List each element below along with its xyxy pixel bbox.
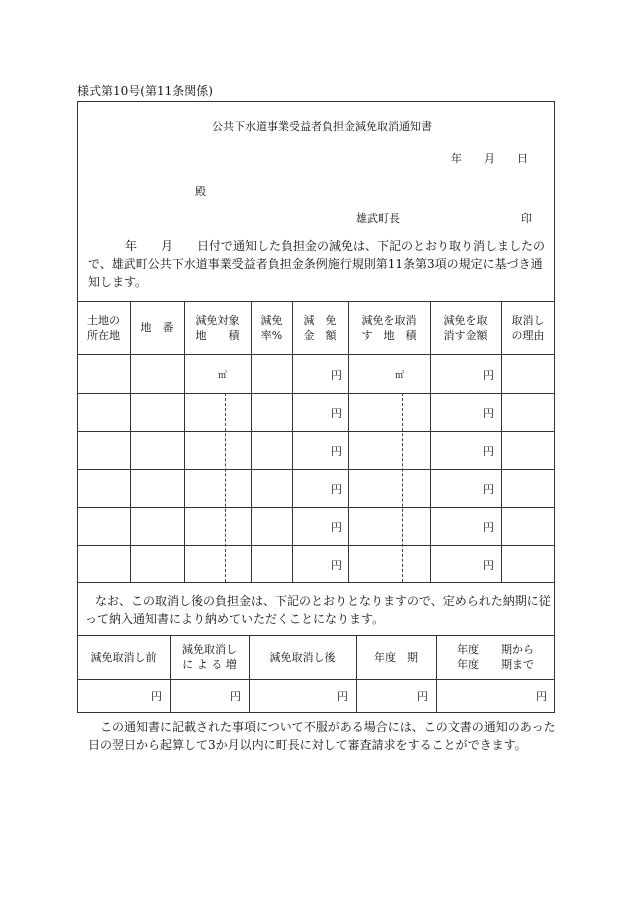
unit-yen-increase: 円 <box>230 689 241 703</box>
issuer-name: 雄武町長 <box>356 212 400 225</box>
body-line-2: で、雄武町公共下水道事業受益者負担金条例施行規則第11条第3項の規定に基づき通 <box>88 257 543 271</box>
unit-yen-amount: 円 <box>331 407 342 420</box>
body-line-3: 知します。 <box>88 275 148 289</box>
header-reduction-amount: 減 免 金 額 <box>303 313 337 342</box>
seal-mark: 印 <box>521 212 532 225</box>
footer-line-2: 日の翌日から起算して3か月以内に町長に対して審査請求をすることができます。 <box>88 738 527 752</box>
note-line-1: なお、この取消し後の負担金は、下記のとおりとなりますので、定められた納期に従 <box>95 594 551 608</box>
unit-area-target: ㎡ <box>218 371 228 381</box>
unit-yen-before: 円 <box>151 689 162 703</box>
unit-yen-amount: 円 <box>331 521 342 534</box>
footer-line-1: この通知書に記載された事項について不服がある場合には、この文書の通知のあった <box>100 720 556 734</box>
unit-yen-cancel: 円 <box>483 483 494 496</box>
header-lot-number: 地 番 <box>140 321 174 334</box>
form-label: 様式第10号(第11条関係) <box>77 84 213 98</box>
date-line: 年 月 日 <box>451 152 528 165</box>
header-cancelled-area: 減免を取消 す 地 積 <box>361 313 417 342</box>
unit-yen-after: 円 <box>337 689 348 703</box>
header-reduction-rate: 減免 率% <box>260 313 283 342</box>
header-before-cancel: 減免取消し前 <box>90 650 157 664</box>
unit-yen-cancel: 円 <box>483 559 494 572</box>
header-land-location: 土地の 所在地 <box>87 313 120 342</box>
addressee-suffix: 殿 <box>195 185 206 198</box>
unit-yen-period: 円 <box>417 689 428 703</box>
header-after-cancel: 減免取消し後 <box>269 650 336 664</box>
unit-yen-cancel: 円 <box>483 445 494 458</box>
unit-yen-amount: 円 <box>331 483 342 496</box>
unit-yen-cancel: 円 <box>483 521 494 534</box>
unit-yen-amount: 円 <box>331 369 342 382</box>
header-increase: 減免取消し に よ る 増 <box>182 643 237 671</box>
unit-yen-amount: 円 <box>331 559 342 572</box>
body-line-1: 年 月 日付で通知した負担金の減免は、下記のとおり取り消しましたの <box>125 239 546 253</box>
note-line-2: って納入通知書により納めていただくことになります。 <box>85 612 385 626</box>
unit-yen-cancel: 円 <box>483 407 494 420</box>
unit-area-cancelled: ㎡ <box>395 371 405 381</box>
unit-yen-cancel: 円 <box>483 369 494 382</box>
document-title: 公共下水道事業受益者負担金減免取消通知書 <box>212 120 432 133</box>
header-period-range: 年度 期から 年度 期まで <box>457 643 534 671</box>
header-target-area: 減免対象 地 積 <box>195 313 240 342</box>
header-fiscal-period: 年度 期 <box>374 650 418 664</box>
unit-yen-amount: 円 <box>331 445 342 458</box>
header-cancelled-amount: 減免を取 消す金額 <box>443 313 488 342</box>
header-cancel-reason: 取消し の理由 <box>511 313 545 342</box>
unit-yen-range: 円 <box>536 689 547 703</box>
